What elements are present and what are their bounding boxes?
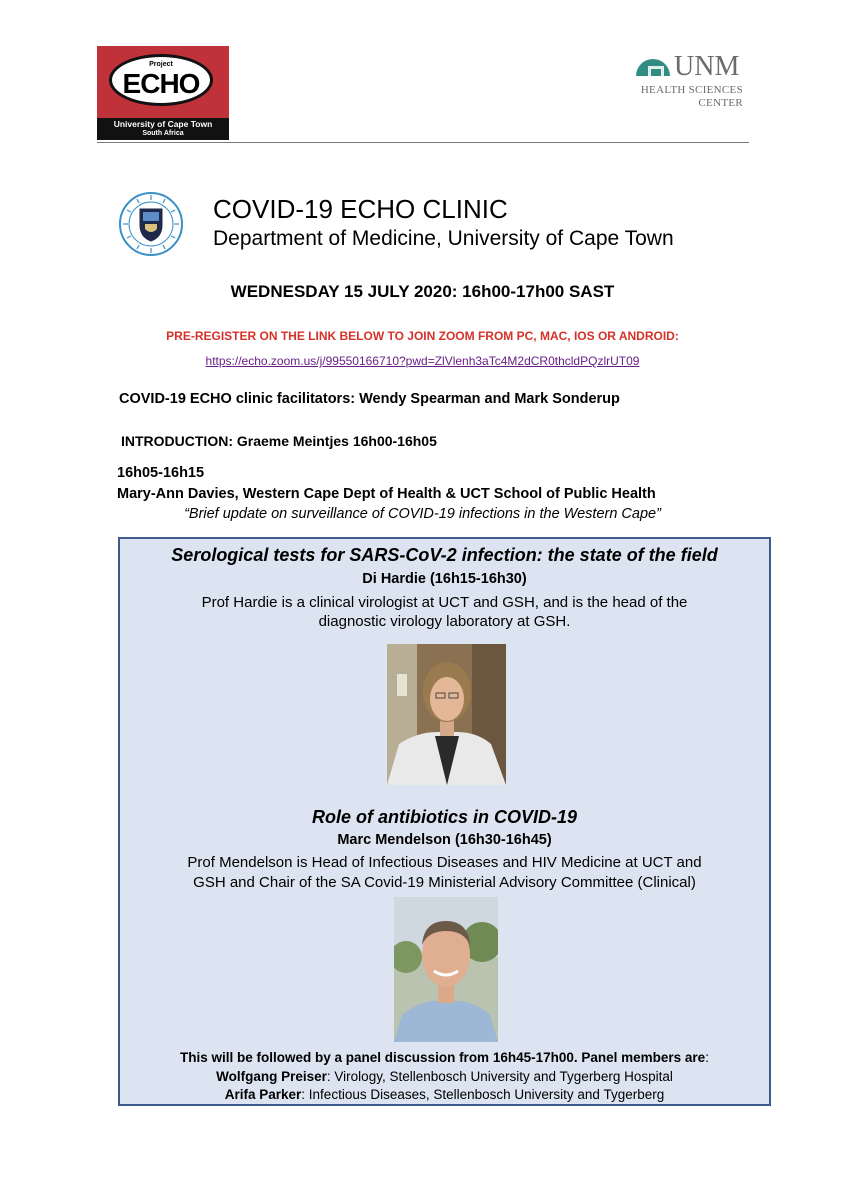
echo-logo-country: South Africa — [142, 130, 184, 137]
unm-logo-word: UNM — [674, 51, 740, 82]
slot2-talk-title: “Brief update on surveillance of COVID-19 infections in the Western Cape” — [184, 506, 661, 522]
talk1-bio-line1: Prof Hardie is a clinical virologist at UCT and GSH, and is the head of the — [201, 594, 688, 611]
panel-intro-text: This will be followed by a panel discussion from 16h45-17h00. Panel members are — [180, 1050, 706, 1065]
panel-member-1-detail: : Virology, Stellenbosch University and Tygerberg Hospital — [326, 1069, 673, 1084]
project-echo-logo — [97, 46, 229, 140]
speaker-box — [118, 537, 771, 1106]
header-divider — [97, 142, 749, 143]
slot2-time: 16h05-16h15 — [117, 465, 205, 481]
dome-icon — [634, 54, 672, 76]
facilitators-line: COVID-19 ECHO clinic facilitators: Wendy Spearman and Mark Sonderup — [119, 391, 620, 407]
speaker-photo-hardie — [387, 644, 506, 785]
echo-logo-red-panel — [97, 46, 229, 118]
panel-member-2-detail: : Infectious Diseases, Stellenbosch University and Tygerberg — [301, 1087, 665, 1102]
echo-logo-university: University of Cape Town — [113, 119, 213, 129]
talk2-bio-line2: GSH and Chair of the SA Covid-19 Ministerial Advisory Committee (Clinical) — [193, 874, 696, 891]
talk2-speaker: Marc Mendelson (16h30-16h45) — [337, 832, 552, 848]
panel-member-2-name: Arifa Parker — [224, 1087, 302, 1102]
zoom-link[interactable]: https://echo.zoom.us/j/99550166710?pwd=ZlVlenh3aTc4M2dCR0thcldPQzlrUT09 — [205, 354, 640, 368]
echo-logo-oval — [109, 54, 213, 106]
panel-intro-suffix: : — [705, 1050, 709, 1065]
echo-logo-project-text: Project — [149, 61, 173, 68]
unm-hsc-logo — [632, 52, 747, 116]
uct-crest-icon — [118, 191, 184, 257]
event-date: WEDNESDAY 15 JULY 2020: 16h00-17h00 SAST — [230, 282, 615, 301]
panel-intro — [120, 1050, 769, 1065]
talk1-speaker: Di Hardie (16h15-16h30) — [362, 571, 527, 587]
unm-logo-line2: CENTER — [698, 97, 743, 109]
echo-logo-word: ECHO — [122, 68, 200, 99]
speaker-photo-mendelson — [394, 897, 498, 1042]
clinic-title: COVID-19 ECHO CLINIC — [213, 194, 508, 224]
slot2-speaker: Mary-Ann Davies, Western Cape Dept of Health & UCT School of Public Health — [117, 486, 656, 502]
clinic-subtitle: Department of Medicine, University of Cape Town — [213, 227, 674, 250]
panel-member-1 — [120, 1069, 769, 1084]
introduction-line: INTRODUCTION: Graeme Meintjes 16h00-16h05 — [121, 433, 437, 449]
unm-logo-line1: HEALTH SCIENCES — [640, 84, 743, 96]
echo-logo-black-band — [97, 118, 229, 140]
talk2-title: Role of antibiotics in COVID-19 — [311, 807, 578, 827]
talk2-bio-line1: Prof Mendelson is Head of Infectious Diseases and HIV Medicine at UCT and — [187, 854, 702, 871]
talk1-bio-line2: diagnostic virology laboratory at GSH. — [318, 613, 571, 630]
panel-member-2 — [120, 1087, 769, 1102]
register-instruction: PRE-REGISTER ON THE LINK BELOW TO JOIN ZOOM FROM PC, MAC, IOS OR ANDROID: — [166, 329, 679, 343]
panel-member-1-name: Wolfgang Preiser — [216, 1069, 327, 1084]
unm-logo-subtitle — [641, 84, 743, 110]
talk1-title: Serological tests for SARS-CoV-2 infection: the state of the field — [171, 545, 718, 565]
